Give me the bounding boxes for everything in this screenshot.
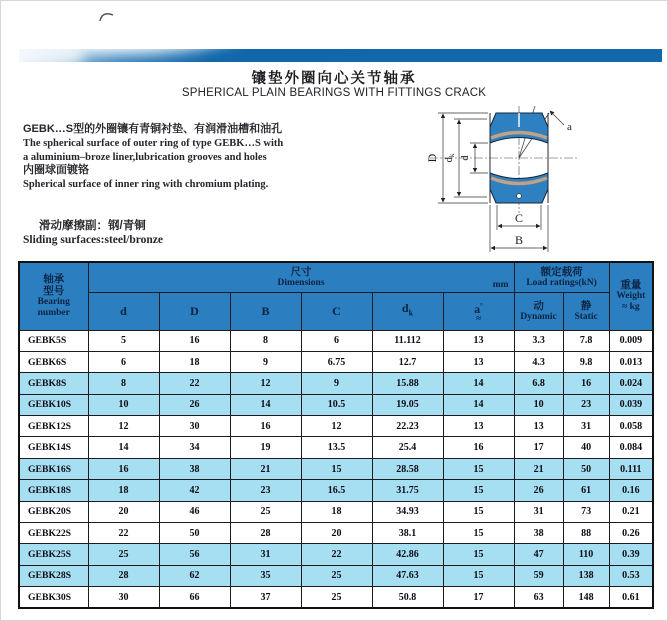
table-row bbox=[19, 437, 653, 458]
value-cell-B: 12 bbox=[230, 373, 301, 394]
value-cell-dynamic: 63 bbox=[514, 587, 563, 608]
value-cell-static: 50 bbox=[563, 458, 609, 479]
value-cell-B: 35 bbox=[230, 565, 301, 586]
value-cell-dk: 31.75 bbox=[372, 480, 443, 501]
value-cell-static: 40 bbox=[563, 437, 609, 458]
value-cell-dynamic: 26 bbox=[514, 480, 563, 501]
header-col-dynamic: 动 Dynamic bbox=[514, 292, 563, 330]
value-cell-d: 16 bbox=[88, 458, 159, 479]
header-col-dk: $d_k$ bbox=[372, 292, 443, 330]
table-body bbox=[19, 330, 653, 608]
header-weight: 重量 Weight ≈ kg bbox=[609, 262, 653, 330]
value-cell-a: 15 bbox=[443, 501, 514, 522]
value-cell-dynamic: 6.8 bbox=[514, 373, 563, 394]
value-cell-B: 37 bbox=[230, 587, 301, 608]
value-cell-D: 62 bbox=[159, 565, 230, 586]
value-cell-dk: 19.05 bbox=[372, 394, 443, 415]
table-row bbox=[19, 523, 653, 544]
value-cell-D: 56 bbox=[159, 544, 230, 565]
value-cell-dynamic: 21 bbox=[514, 458, 563, 479]
page-title-english: SPHERICAL PLAIN BEARINGS WITH FITTINGS CRACK bbox=[181, 87, 487, 99]
value-cell-dk: 22.23 bbox=[372, 416, 443, 437]
table-row bbox=[19, 565, 653, 586]
description-line-en: Spherical surface of inner ring with chromium plating. bbox=[23, 179, 269, 191]
header-col-B: B bbox=[230, 292, 301, 330]
value-cell-C: 16.5 bbox=[301, 480, 372, 501]
value-cell-a: 13 bbox=[443, 416, 514, 437]
header-dimensions-group: 尺寸 Dimensions mm bbox=[88, 262, 514, 292]
value-cell-dk: 11.112 bbox=[372, 330, 443, 351]
header-col-D: D bbox=[159, 292, 230, 330]
value-cell-dynamic: 17 bbox=[514, 437, 563, 458]
bearing-number-cell: GEBK22S bbox=[19, 523, 88, 544]
value-cell-static: 7.8 bbox=[563, 330, 609, 351]
value-cell-d: 12 bbox=[88, 416, 159, 437]
value-cell-weight: 0.39 bbox=[609, 544, 653, 565]
dim-label-d: d bbox=[460, 155, 471, 161]
bearing-number-cell: GEBK30S bbox=[19, 587, 88, 608]
header-col-static: 静 Static bbox=[563, 292, 609, 330]
value-cell-C: 10.5 bbox=[301, 394, 372, 415]
value-cell-B: 8 bbox=[230, 330, 301, 351]
oil-hole bbox=[517, 194, 522, 199]
value-cell-weight: 0.058 bbox=[609, 416, 653, 437]
value-cell-static: 9.8 bbox=[563, 351, 609, 372]
description-block bbox=[23, 123, 373, 192]
value-cell-weight: 0.009 bbox=[609, 330, 653, 351]
page-title-chinese: 镶垫外圈向心关节轴承 bbox=[251, 71, 417, 87]
table-row bbox=[19, 394, 653, 415]
value-cell-dynamic: 38 bbox=[514, 523, 563, 544]
value-cell-dynamic: 47 bbox=[514, 544, 563, 565]
spec-table bbox=[18, 261, 654, 609]
header-load-ratings-group: 额定载荷 Load ratings(kN) bbox=[514, 262, 609, 292]
value-cell-B: 23 bbox=[230, 480, 301, 501]
value-cell-B: 9 bbox=[230, 351, 301, 372]
value-cell-weight: 0.26 bbox=[609, 523, 653, 544]
value-cell-a: 15 bbox=[443, 523, 514, 544]
value-cell-B: 16 bbox=[230, 416, 301, 437]
header-col-d: d bbox=[88, 292, 159, 330]
table-row bbox=[19, 544, 653, 565]
dim-label-a: a bbox=[567, 121, 572, 133]
value-cell-C: 15 bbox=[301, 458, 372, 479]
value-cell-C: 6.75 bbox=[301, 351, 372, 372]
header-col-C: C bbox=[301, 292, 372, 330]
value-cell-a: 15 bbox=[443, 565, 514, 586]
bearing-number-cell: GEBK25S bbox=[19, 544, 88, 565]
value-cell-d: 5 bbox=[88, 330, 159, 351]
value-cell-weight: 0.21 bbox=[609, 501, 653, 522]
value-cell-d: 18 bbox=[88, 480, 159, 501]
value-cell-B: 14 bbox=[230, 394, 301, 415]
table-header bbox=[19, 262, 653, 330]
table-row bbox=[19, 373, 653, 394]
value-cell-D: 66 bbox=[159, 587, 230, 608]
value-cell-a: 15 bbox=[443, 544, 514, 565]
bearing-number-cell: GEBK8S bbox=[19, 373, 88, 394]
value-cell-weight: 0.024 bbox=[609, 373, 653, 394]
value-cell-weight: 0.53 bbox=[609, 565, 653, 586]
value-cell-static: 61 bbox=[563, 480, 609, 501]
value-cell-weight: 0.039 bbox=[609, 394, 653, 415]
value-cell-dk: 50.8 bbox=[372, 587, 443, 608]
table-row bbox=[19, 330, 653, 351]
table-row bbox=[19, 480, 653, 501]
value-cell-C: 25 bbox=[301, 587, 372, 608]
value-cell-dk: 12.7 bbox=[372, 351, 443, 372]
value-cell-weight: 0.013 bbox=[609, 351, 653, 372]
value-cell-a: 15 bbox=[443, 480, 514, 501]
value-cell-dk: 25.4 bbox=[372, 437, 443, 458]
value-cell-static: 148 bbox=[563, 587, 609, 608]
value-cell-B: 21 bbox=[230, 458, 301, 479]
table-row bbox=[19, 351, 653, 372]
value-cell-static: 31 bbox=[563, 416, 609, 437]
angle-leader-arrow bbox=[550, 111, 564, 125]
value-cell-d: 10 bbox=[88, 394, 159, 415]
value-cell-d: 30 bbox=[88, 587, 159, 608]
value-cell-B: 28 bbox=[230, 523, 301, 544]
value-cell-B: 25 bbox=[230, 501, 301, 522]
value-cell-static: 73 bbox=[563, 501, 609, 522]
value-cell-D: 16 bbox=[159, 330, 230, 351]
value-cell-dynamic: 31 bbox=[514, 501, 563, 522]
value-cell-D: 38 bbox=[159, 458, 230, 479]
value-cell-C: 25 bbox=[301, 565, 372, 586]
value-cell-dk: 34.93 bbox=[372, 501, 443, 522]
value-cell-static: 23 bbox=[563, 394, 609, 415]
value-cell-a: 14 bbox=[443, 373, 514, 394]
bearing-number-cell: GEBK18S bbox=[19, 480, 88, 501]
dim-label-dk: dk bbox=[444, 153, 456, 163]
table-row bbox=[19, 416, 653, 437]
value-cell-weight: 0.111 bbox=[609, 458, 653, 479]
value-cell-static: 110 bbox=[563, 544, 609, 565]
bearing-number-cell: GEBK14S bbox=[19, 437, 88, 458]
value-cell-static: 138 bbox=[563, 565, 609, 586]
value-cell-dk: 47.63 bbox=[372, 565, 443, 586]
sliding-surfaces-block bbox=[23, 217, 323, 248]
value-cell-C: 13.5 bbox=[301, 437, 372, 458]
bearing-cross-section-diagram bbox=[421, 103, 586, 255]
description-line-cn: 内圈球面镀铬 bbox=[23, 164, 89, 177]
value-cell-a: 16 bbox=[443, 437, 514, 458]
value-cell-a: 13 bbox=[443, 330, 514, 351]
value-cell-C: 12 bbox=[301, 416, 372, 437]
dimensions-unit: mm bbox=[492, 279, 509, 290]
value-cell-dk: 28.58 bbox=[372, 458, 443, 479]
value-cell-D: 42 bbox=[159, 480, 230, 501]
value-cell-d: 14 bbox=[88, 437, 159, 458]
value-cell-static: 88 bbox=[563, 523, 609, 544]
value-cell-a: 17 bbox=[443, 587, 514, 608]
value-cell-B: 31 bbox=[230, 544, 301, 565]
value-cell-D: 46 bbox=[159, 501, 230, 522]
value-cell-D: 30 bbox=[159, 416, 230, 437]
value-cell-dynamic: 4.3 bbox=[514, 351, 563, 372]
value-cell-dk: 38.1 bbox=[372, 523, 443, 544]
bearing-number-cell: GEBK5S bbox=[19, 330, 88, 351]
scan-pen-mark bbox=[97, 8, 117, 24]
value-cell-dynamic: 13 bbox=[514, 416, 563, 437]
value-cell-D: 50 bbox=[159, 523, 230, 544]
value-cell-dk: 15.88 bbox=[372, 373, 443, 394]
description-line-en: The spherical surface of outer ring of type GEBK…S with bbox=[23, 137, 284, 149]
value-cell-B: 19 bbox=[230, 437, 301, 458]
value-cell-weight: 0.16 bbox=[609, 480, 653, 501]
value-cell-d: 8 bbox=[88, 373, 159, 394]
table-row bbox=[19, 458, 653, 479]
value-cell-C: 20 bbox=[301, 523, 372, 544]
header-bearing-number: 轴承 型号 Bearing number bbox=[19, 262, 88, 330]
bearing-number-cell: GEBK12S bbox=[19, 416, 88, 437]
value-cell-a: 14 bbox=[443, 394, 514, 415]
value-cell-d: 6 bbox=[88, 351, 159, 372]
table-row bbox=[19, 501, 653, 522]
value-cell-D: 34 bbox=[159, 437, 230, 458]
value-cell-dynamic: 10 bbox=[514, 394, 563, 415]
dim-label-B: B bbox=[514, 233, 524, 247]
value-cell-d: 25 bbox=[88, 544, 159, 565]
value-cell-a: 13 bbox=[443, 351, 514, 372]
dim-label-C: C bbox=[514, 211, 524, 225]
value-cell-d: 20 bbox=[88, 501, 159, 522]
value-cell-C: 9 bbox=[301, 373, 372, 394]
value-cell-d: 28 bbox=[88, 565, 159, 586]
description-line-cn: GEBK…S型的外圈镶有青铜衬垫、有润滑油槽和油孔 bbox=[23, 123, 283, 135]
sliding-surfaces-en: Sliding surfaces:steel/bronze bbox=[23, 234, 164, 246]
value-cell-C: 22 bbox=[301, 544, 372, 565]
value-cell-a: 15 bbox=[443, 458, 514, 479]
value-cell-weight: 0.61 bbox=[609, 587, 653, 608]
header-col-a: a° ≈ bbox=[443, 292, 514, 330]
sliding-surfaces-cn: 滑动摩擦副：钢/青铜 bbox=[39, 220, 146, 232]
value-cell-D: 18 bbox=[159, 351, 230, 372]
scan-smudge-small bbox=[1, 43, 86, 69]
value-cell-C: 18 bbox=[301, 501, 372, 522]
value-cell-static: 16 bbox=[563, 373, 609, 394]
value-cell-d: 22 bbox=[88, 523, 159, 544]
description-line-en: a aluminium–broze liner,lubrication grooves and holes bbox=[23, 151, 267, 163]
bearing-number-cell: GEBK6S bbox=[19, 351, 88, 372]
value-cell-D: 26 bbox=[159, 394, 230, 415]
dim-label-D: D bbox=[425, 153, 439, 163]
value-cell-C: 6 bbox=[301, 330, 372, 351]
value-cell-dk: 42.86 bbox=[372, 544, 443, 565]
value-cell-weight: 0.084 bbox=[609, 437, 653, 458]
value-cell-D: 22 bbox=[159, 373, 230, 394]
bearing-number-cell: GEBK16S bbox=[19, 458, 88, 479]
bearing-number-cell: GEBK20S bbox=[19, 501, 88, 522]
value-cell-dynamic: 3.3 bbox=[514, 330, 563, 351]
value-cell-dynamic: 59 bbox=[514, 565, 563, 586]
bearing-number-cell: GEBK10S bbox=[19, 394, 88, 415]
table-row bbox=[19, 587, 653, 608]
bearing-number-cell: GEBK28S bbox=[19, 565, 88, 586]
